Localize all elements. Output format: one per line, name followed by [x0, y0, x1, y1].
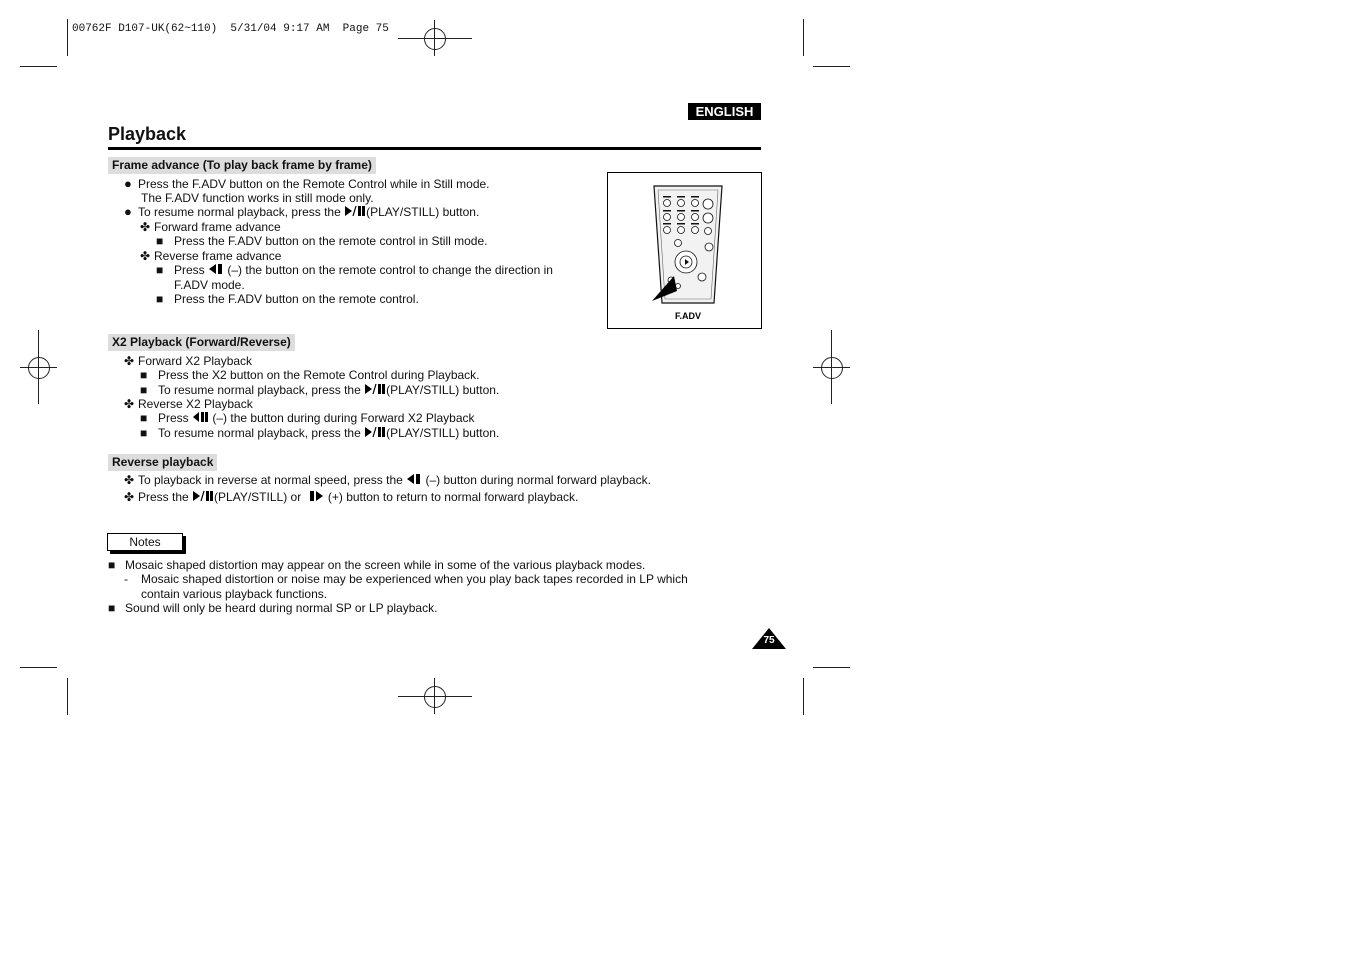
sub-sub-item: ■ Press the F.ADV button on the remote control.: [156, 292, 419, 306]
crop-mark: [813, 667, 850, 668]
print-header: 00762F D107-UK(62~110) 5/31/04 9:17 AM Page 75: [72, 23, 389, 35]
sub-sub-item: ■ To resume normal playback, press the (PLAY/STILL) button.: [140, 426, 500, 440]
reverse-x2-icon: [192, 411, 209, 426]
note-item: ■ Mosaic shaped distortion may appear on the screen while in some of the various playback modes.: [108, 558, 646, 572]
crop-mark: [813, 66, 850, 67]
forward-icon: [309, 490, 325, 505]
crop-mark: [803, 19, 804, 56]
sub-item: ✤ Forward X2 Playback: [124, 354, 253, 368]
note-sub-item: - Mosaic shaped distortion or noise may be experienced when you play back tapes recorded in LP which: [124, 572, 688, 586]
section-heading: Frame advance (To play back frame by frame): [108, 157, 376, 174]
page-title: Playback: [108, 124, 187, 144]
sub-sub-item: ■ To resume normal playback, press the (PLAY/STILL) button.: [140, 383, 500, 397]
page-number-badge: [752, 628, 786, 649]
crop-mark: [67, 19, 68, 56]
list-item-continuation: The F.ADV function works in still mode only.: [141, 191, 374, 205]
reverse-icon: [406, 473, 422, 488]
list-item: ● To resume normal playback, press the (PLAY/STILL) button.: [124, 204, 480, 219]
sub-item: ✤ Reverse X2 Playback: [124, 397, 253, 411]
play-still-icon: [192, 490, 214, 505]
sub-sub-item: ■ Press (–) the button on the remote control to change the direction in: [156, 263, 553, 277]
crop-mark: [20, 66, 57, 67]
list-item: ● Press the F.ADV button on the Remote Control while in Still mode.: [124, 176, 490, 191]
crop-mark: [803, 678, 804, 715]
play-still-icon: [364, 426, 386, 441]
crop-mark: [67, 678, 68, 715]
sub-item: ✤ Press the (PLAY/STILL) or (+) button to return to normal forward playback.: [124, 490, 579, 504]
language-badge: ENGLISH: [688, 103, 761, 120]
sub-item: ✤ Reverse frame advance: [140, 249, 282, 263]
play-still-icon: [364, 383, 386, 398]
reverse-icon: [208, 263, 224, 278]
note-sub-item-continuation: contain various playback functions.: [141, 587, 328, 601]
sub-sub-item: ■ Press (–) the button during during Forward X2 Playback: [140, 411, 475, 425]
sub-item: ✤ Forward frame advance: [140, 220, 281, 234]
sub-sub-item: ■ Press the F.ADV button on the remote control in Still mode.: [156, 234, 488, 248]
title-rule: [108, 147, 761, 150]
section-heading: Reverse playback: [108, 454, 217, 471]
sub-sub-item: ■ Press the X2 button on the Remote Control during Playback.: [140, 368, 480, 382]
page-number: 75: [763, 635, 775, 646]
remote-control-figure: [607, 172, 762, 329]
sub-sub-item-continuation: F.ADV mode.: [174, 278, 245, 292]
remote-control-illustration: [608, 173, 761, 328]
section-heading: X2 Playback (Forward/Reverse): [108, 334, 295, 351]
note-item: ■ Sound will only be heard during normal SP or LP playback.: [108, 601, 438, 615]
sub-item: ✤ To playback in reverse at normal speed, press the (–) button during normal forward playback.: [124, 473, 651, 487]
play-still-icon: [344, 205, 366, 220]
crop-mark: [20, 667, 57, 668]
figure-label: F.ADV: [675, 311, 702, 321]
notes-label: Notes: [107, 533, 183, 551]
